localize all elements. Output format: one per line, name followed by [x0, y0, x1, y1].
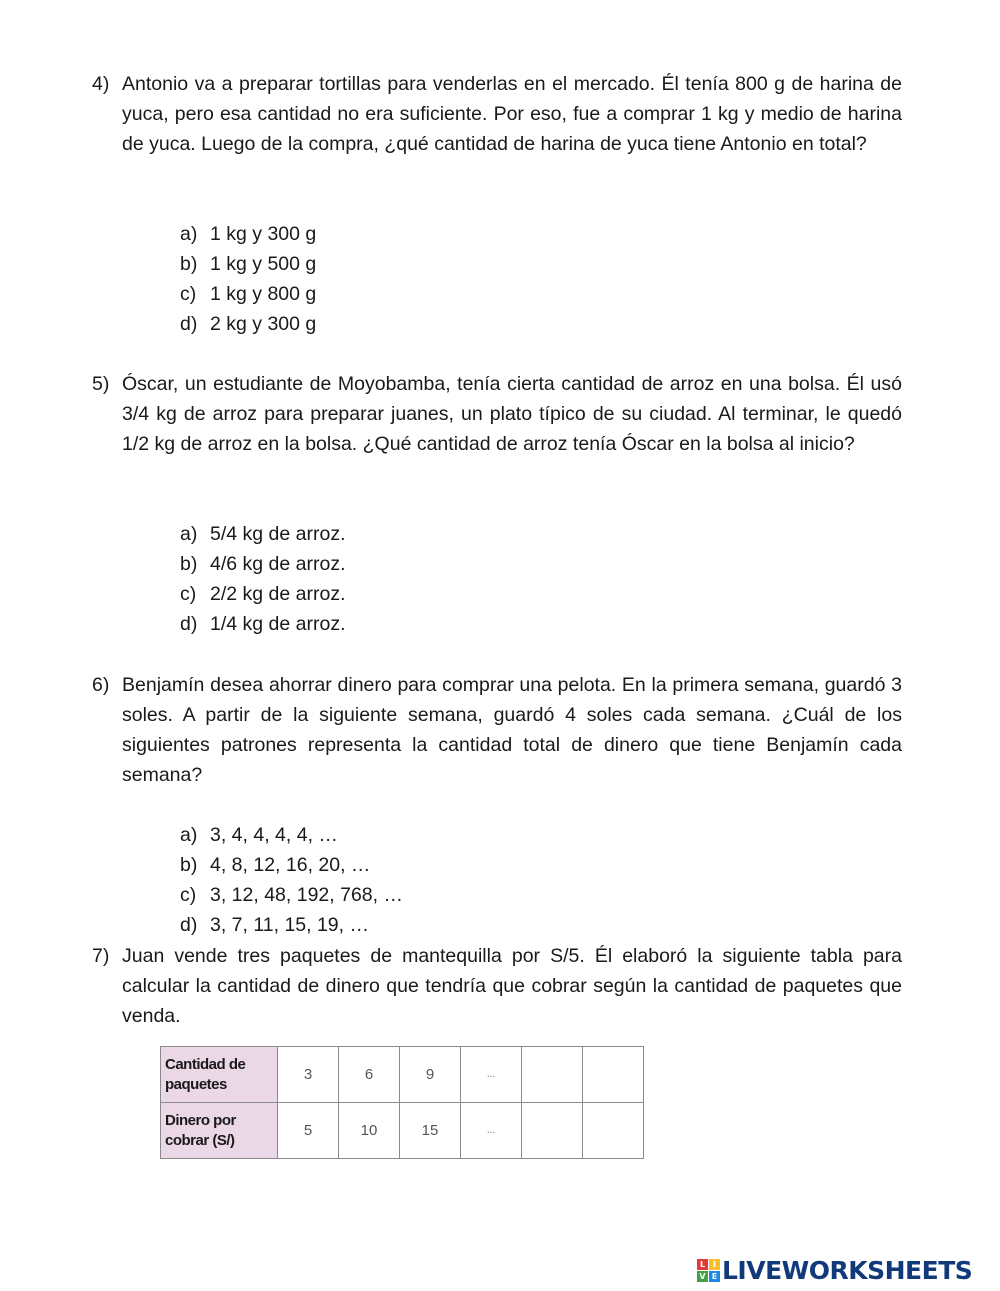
- option-d[interactable]: [180, 309, 316, 339]
- option-letter: c): [180, 283, 197, 305]
- question-number: 6): [92, 674, 110, 696]
- option-text: 1 kg y 800 g: [210, 283, 317, 305]
- packages-money-table: [160, 1046, 644, 1159]
- question-number: 4): [92, 73, 110, 95]
- option-d[interactable]: [180, 910, 403, 940]
- option-letter: b): [180, 253, 198, 275]
- table-row: [161, 1103, 644, 1159]
- logo-mark-letter: V: [697, 1271, 708, 1282]
- table-cell-empty[interactable]: [522, 1047, 583, 1103]
- option-text: 3, 12, 48, 192, 768, …: [210, 884, 403, 906]
- logo-mark-letter: I: [709, 1259, 720, 1270]
- option-text: 3, 7, 11, 15, 19, …: [210, 914, 369, 936]
- table-cell-empty[interactable]: [522, 1103, 583, 1159]
- option-b[interactable]: [180, 850, 403, 880]
- question-5: [92, 369, 902, 459]
- logo-mark-icon: [697, 1259, 720, 1282]
- table-row: [161, 1047, 644, 1103]
- option-text: 1 kg y 500 g: [210, 253, 317, 275]
- option-b[interactable]: [180, 549, 346, 579]
- option-text: 3, 4, 4, 4, 4, …: [210, 824, 338, 846]
- option-a[interactable]: [180, 820, 403, 850]
- option-letter: b): [180, 854, 198, 876]
- option-b[interactable]: [180, 249, 316, 279]
- question-text: Antonio va a preparar tortillas para venderlas en el mercado. Él tenía 800 g de harina de yuca, pero esa cantidad no era suficiente. Por eso, fue a comprar 1 kg y medio de harina de yuca. Luego de la compra, ¿qué cantidad de harina de yuca tiene Antonio en total?: [122, 73, 902, 155]
- question-text: Óscar, un estudiante de Moyobamba, tenía cierta cantidad de arroz en una bolsa. Él usó 3/4 kg de arroz para preparar juanes, un plato típico de su ciudad. Al terminar, le quedó 1/2 kg de arroz en la bolsa. ¿Qué cantidad de arroz tenía Óscar en la bolsa al inicio?: [122, 373, 902, 455]
- table-cell: 3: [278, 1047, 339, 1103]
- option-letter: b): [180, 553, 198, 575]
- option-d[interactable]: [180, 609, 346, 639]
- table-cell: 15: [400, 1103, 461, 1159]
- option-letter: a): [180, 824, 198, 846]
- question-6: [92, 670, 902, 790]
- row-header-packages: Cantidad de paquetes: [161, 1047, 278, 1103]
- option-text: 2/2 kg de arroz.: [210, 583, 346, 605]
- option-letter: c): [180, 884, 197, 906]
- question-text: Juan vende tres paquetes de mantequilla por S/5. Él elaboró la siguiente tabla para calcular la cantidad de dinero que tendría que cobrar según la cantidad de paquetes que venda.: [122, 945, 902, 1027]
- table-cell-empty[interactable]: [583, 1047, 644, 1103]
- option-c[interactable]: [180, 880, 403, 910]
- option-letter: d): [180, 914, 198, 936]
- option-text: 1/4 kg de arroz.: [210, 613, 346, 635]
- question-6-options: [180, 820, 403, 940]
- option-c[interactable]: [180, 579, 346, 609]
- row-header-money: Dinero por cobrar (S/): [161, 1103, 278, 1159]
- liveworksheets-logo: [697, 1253, 972, 1287]
- option-text: 4, 8, 12, 16, 20, …: [210, 854, 371, 876]
- table-cell: 9: [400, 1047, 461, 1103]
- option-a[interactable]: [180, 519, 346, 549]
- option-text: 5/4 kg de arroz.: [210, 523, 346, 545]
- option-letter: a): [180, 523, 198, 545]
- option-letter: c): [180, 583, 197, 605]
- logo-mark-letter: E: [709, 1271, 720, 1282]
- table-cell: 6: [339, 1047, 400, 1103]
- option-letter: d): [180, 613, 198, 635]
- logo-mark-letter: L: [697, 1259, 708, 1270]
- question-number: 7): [92, 945, 110, 967]
- question-7: [92, 941, 902, 1031]
- option-letter: a): [180, 223, 198, 245]
- logo-text: LIVEWORKSHEETS: [722, 1255, 973, 1285]
- option-a[interactable]: [180, 219, 316, 249]
- option-c[interactable]: [180, 279, 316, 309]
- question-5-options: [180, 519, 346, 639]
- question-4-options: [180, 219, 316, 339]
- question-number: 5): [92, 373, 110, 395]
- option-text: 2 kg y 300 g: [210, 313, 317, 335]
- table-cell: 5: [278, 1103, 339, 1159]
- table-cell-empty[interactable]: [583, 1103, 644, 1159]
- question-4: [92, 69, 902, 159]
- option-text: 4/6 kg de arroz.: [210, 553, 346, 575]
- question-text: Benjamín desea ahorrar dinero para comprar una pelota. En la primera semana, guardó 3 soles. A partir de la siguiente semana, guardó 4 soles cada semana. ¿Cuál de los siguientes patrones representa la cantidad total de dinero que tiene Benjamín cada semana?: [122, 674, 902, 786]
- table-cell-ellipsis: ...: [461, 1103, 522, 1159]
- table-cell: 10: [339, 1103, 400, 1159]
- table-cell-ellipsis: ...: [461, 1047, 522, 1103]
- option-letter: d): [180, 313, 198, 335]
- option-text: 1 kg y 300 g: [210, 223, 317, 245]
